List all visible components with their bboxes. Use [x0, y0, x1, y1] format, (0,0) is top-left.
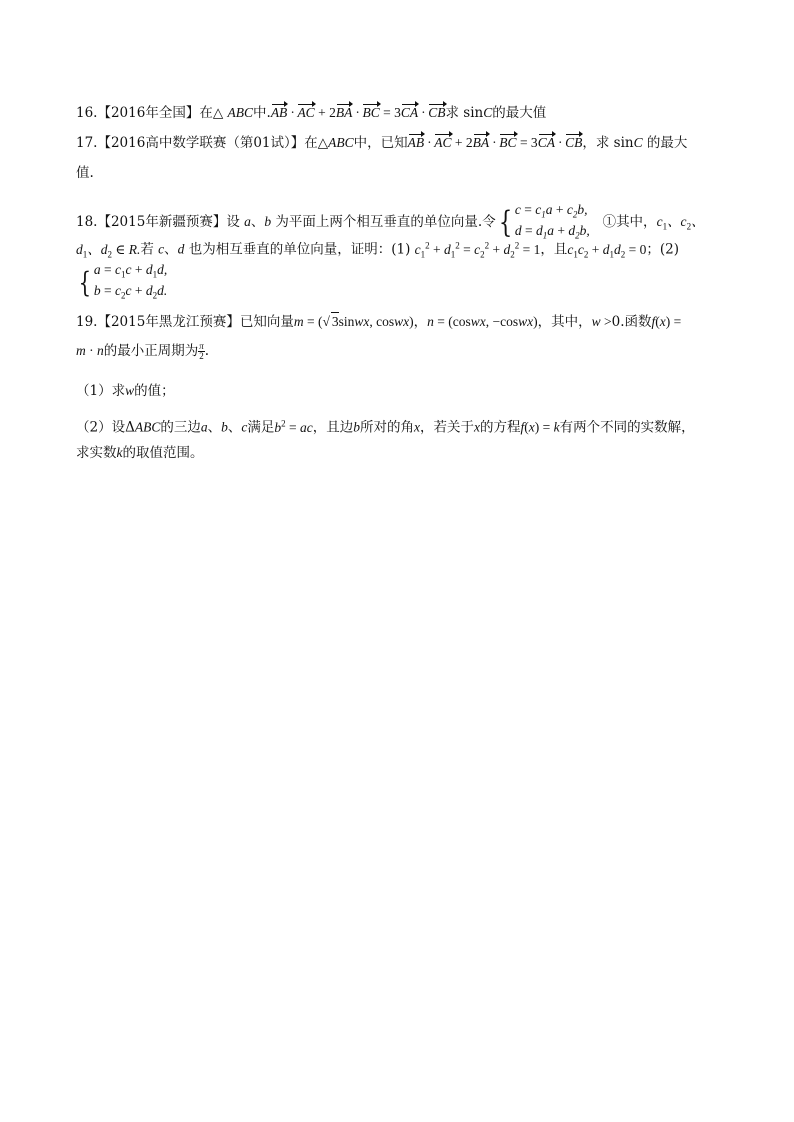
- problem-18-line2: [76, 236, 679, 263]
- problem-19-text: 0.函数: [611, 314, 652, 330]
- sub1-text: 的值；: [134, 383, 175, 399]
- vector-n: n = (coswx, −coswx): [427, 314, 538, 329]
- problem-17-cont: 值.: [76, 165, 94, 181]
- var-x: x: [473, 419, 480, 435]
- var-b: b: [264, 214, 272, 230]
- problem-17-label: 17.【2016高中数学联赛（第01试）】: [76, 135, 305, 151]
- problem-16-text: 中.: [253, 105, 271, 121]
- formula-17: AB · AC + 2BA · BC = 3CA · CB: [407, 135, 583, 150]
- fraction-pi-over-2: $\frac{\pi}{2}$: [199, 341, 204, 361]
- sub1-label: （1）求: [76, 383, 126, 399]
- var-w: w >: [591, 314, 612, 329]
- problem-16-text: 的最大值: [492, 105, 547, 121]
- system-equation-2: { $a = c_1c + d_1d$, $b = c_2c + d_2d$.: [78, 262, 168, 301]
- triangle-symbol: △: [212, 105, 228, 121]
- var-d1d2: $d_1$、$d_2$ ∈ R.: [76, 241, 141, 260]
- problem-16-label: 16.【2016年全国】: [76, 105, 200, 121]
- function-f: f(x) =: [651, 314, 682, 329]
- var-c: c: [158, 241, 165, 257]
- problem-16-text: 求 sin: [445, 105, 484, 121]
- var-b: b: [353, 419, 360, 435]
- equation-fx-k: f(x) = k: [520, 419, 560, 435]
- var-c: C: [633, 135, 643, 150]
- problem-18-text: 其中，: [616, 214, 657, 231]
- problem-19-line2: m · n的最小正周期为 $\frac{\pi}{2}$ .: [76, 341, 210, 361]
- problem-19-text: ，其中，: [537, 314, 592, 330]
- sub2-text: ，若关于: [419, 419, 474, 436]
- circled-one: ①: [602, 214, 617, 231]
- formula-18a: $c_1^2 + d_1^2 = c_2^2 + d_2^2 = 1$: [414, 240, 541, 260]
- sub2-text: 的方程: [479, 419, 521, 436]
- problem-18-text: ，且: [540, 241, 568, 258]
- problem-19-label: 19.【2015年黑龙江预赛】: [76, 314, 240, 330]
- problem-18-text: ；(2): [646, 241, 680, 258]
- var-c1: $c_1$、$c_2$、: [656, 214, 705, 232]
- var-k: k: [116, 445, 123, 460]
- problem-19-sub1: [76, 382, 175, 400]
- problem-17-text: 中，已知: [353, 135, 408, 151]
- triangle-name: ABC: [328, 135, 354, 150]
- vector-m: m = (√ 3sinwx, coswx): [293, 314, 414, 329]
- formula-b2-ac: $b^2$ = ac: [274, 418, 313, 435]
- sub2-text: 求实数: [76, 445, 117, 461]
- triangle-name: ABC: [227, 105, 254, 120]
- sub2-text: 有两个不同的实数解，: [559, 419, 695, 436]
- sub2-text: 满足: [247, 419, 275, 436]
- sub2-text: 所对的角: [359, 419, 414, 436]
- problem-18-text: 也为相互垂直的单位向量，证明：(1): [184, 241, 415, 258]
- sub2-label: （2）设Δ: [76, 419, 135, 436]
- problem-18-label: 18.【2015年新疆预赛】: [76, 214, 227, 231]
- problem-19-text: 已知向量: [239, 314, 294, 330]
- sub2-text: 的三边: [160, 419, 201, 436]
- var-w: w: [125, 383, 135, 398]
- problem-17-text: 在△: [304, 135, 329, 151]
- sides-abc: a、b、c: [200, 419, 248, 435]
- problem-18-text: 为平面上两个相互垂直的单位向量.令: [271, 214, 496, 231]
- formula-18b: $c_1c_2 + d_1d_2 = 0$: [567, 241, 647, 260]
- var-x: x: [413, 419, 420, 435]
- problem-19-sub2: [76, 414, 695, 437]
- var-c: C: [483, 105, 493, 120]
- problem-16: [76, 104, 546, 122]
- problem-18-text: 、: [164, 241, 178, 258]
- problem-18-line3: [76, 262, 167, 303]
- problem-17-text: ，求 sin: [582, 135, 634, 151]
- sub2-text: 的取值范围。: [122, 445, 204, 461]
- problem-17-text: 的最大: [642, 135, 688, 151]
- sub2-text: ，且边: [312, 419, 354, 436]
- system-equation-1: { $c = c_1a + c_2b$, $d = d_1a + d_2b$,: [498, 202, 590, 241]
- var-d: d: [177, 241, 185, 257]
- problem-19-text: 的最小正周期为: [103, 343, 199, 359]
- triangle-name: ABC: [134, 419, 161, 435]
- problem-18-text: 若: [140, 241, 159, 258]
- var-a: a: [244, 214, 251, 230]
- problem-19: 19.【2015年黑龙江预赛】已知向量m = (√ 3sinwx, coswx)，n = (coswx, −coswx)，其中，w >0.函数f(x) =: [76, 314, 682, 330]
- problem-18-text: 设: [226, 214, 245, 231]
- formula-16: AB · AC + 2BA · BC = 3CA · CB: [270, 105, 446, 120]
- problem-18-text: 、: [250, 214, 265, 231]
- problem-17: [76, 134, 687, 152]
- problem-19-sub2-line2: [76, 444, 204, 462]
- problem-16-text: 在: [199, 105, 213, 121]
- product-mn: m · n: [76, 343, 104, 358]
